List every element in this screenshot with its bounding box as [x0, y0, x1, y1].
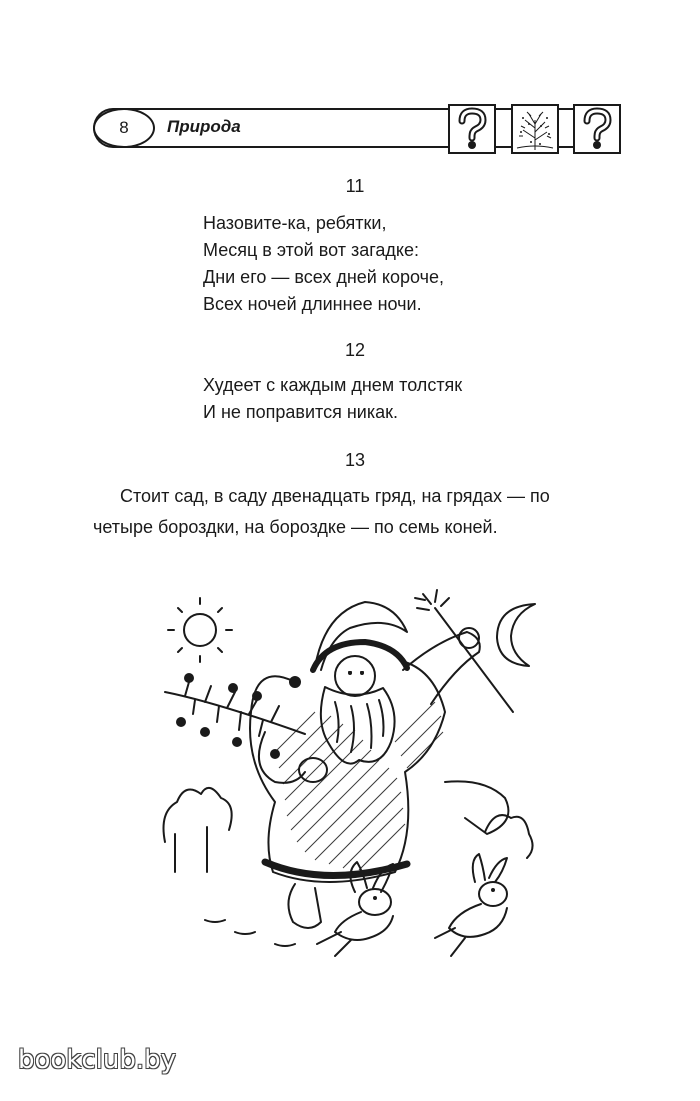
question-mark-icon	[448, 104, 496, 154]
page-header	[93, 104, 628, 156]
riddle-number: 12	[344, 340, 366, 360]
watermark: bookclub.by	[18, 1045, 177, 1075]
question-mark-icon	[573, 104, 621, 154]
verse-line: Худеет с каждым днем толстяк	[203, 375, 463, 395]
verse-line: Дни его — всех дней короче,	[203, 267, 444, 287]
father-frost-illustration	[145, 572, 570, 992]
riddle-verse	[203, 372, 462, 426]
moon-icon	[497, 604, 535, 666]
verse-line: Месяц в этой вот загадке:	[203, 240, 419, 260]
tree-icon	[511, 104, 559, 154]
verse-line: Назовите-ка, ребятки,	[203, 213, 387, 233]
riddle-prose: Стоит сад, в саду двенадцать гряд, на грядах — по четыре бороздки, на бороздке — по семь коней.	[93, 486, 550, 537]
hare-icon	[435, 854, 507, 956]
riddle-number: 13	[344, 450, 366, 470]
verse-line: И не поправится никак.	[203, 402, 398, 422]
page-number: 8	[93, 108, 155, 148]
verse-line: Всех ночей длиннее ночи.	[203, 294, 422, 314]
sun-icon	[168, 598, 232, 662]
section-title: Природа	[167, 117, 241, 136]
riddle-number: 11	[345, 176, 365, 196]
riddle-verse	[203, 210, 444, 318]
